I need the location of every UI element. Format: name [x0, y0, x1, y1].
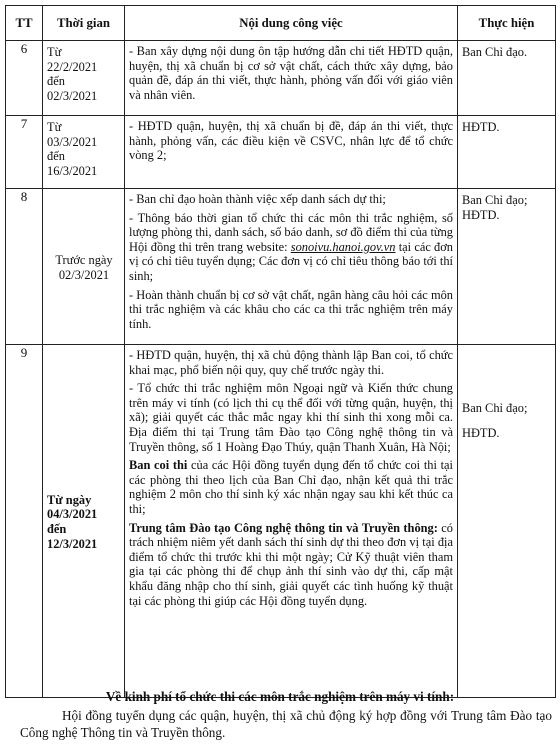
- time-line: đến: [47, 74, 65, 89]
- row-executor: [458, 116, 556, 189]
- time-line: đến: [47, 522, 67, 536]
- executor-line: HĐTD.: [462, 120, 500, 134]
- paragraph-text: có trách nhiệm niêm yết danh sách thí sinh dự thi theo đơn vị tại địa điểm tổ chức thi trước khi thi một ngày; Cử Kỹ thuật viên tham gia tại các phòng thi để chụp ảnh thí sinh vào dự thi, cấp mật khẩu đăng nhập cho thí sinh, giải quyết các tình huống kỹ thuật tại các phòng thi giúp các Hội đồng tuyển dụng.: [129, 520, 453, 608]
- bold-lead: Trung tâm Đào tạo Công nghệ thông tin và Truyền thông:: [129, 520, 438, 535]
- time-line: 16/3/2021: [47, 163, 98, 178]
- time-line: 12/3/2021: [47, 536, 98, 551]
- time-line: Từ: [47, 120, 62, 134]
- time-line: 02/3/2021: [47, 88, 98, 103]
- time-line: Trước ngày: [55, 252, 113, 267]
- executor-line: Ban Chỉ đạo;: [462, 401, 528, 415]
- website-link[interactable]: sonoivu.hanoi.gov.vn: [290, 239, 396, 254]
- row-number: 8: [6, 189, 43, 345]
- content-paragraph: - Tổ chức thi trắc nghiệm môn Ngoại ngữ và Kiến thức chung trên máy vi tính (có lịch thi cụ thể đối với từng quận, huyện, thị xã); giải quyết các thắc mắc ngay khi thí sinh thi xong mỗi ca. Địa điểm thi tại Trung tâm Đào tạo Công nghệ thông tin và Truyền thông, số 1 Hoàng Đạo Thúy, quận Thanh Xuân, Hà Nội;: [129, 381, 453, 454]
- content-paragraph: [129, 211, 453, 284]
- time-line: Từ: [47, 45, 62, 59]
- content-paragraph: [129, 521, 453, 609]
- bold-lead-continued: của các Hội đồng tuyển dụng đến tổ chức coi: [191, 458, 421, 473]
- row-content: [125, 189, 458, 345]
- executor-line: HĐTD.: [462, 425, 500, 440]
- executor-line: Ban Chỉ đạo.: [462, 45, 528, 59]
- content-paragraph: - Hoàn thành chuẩn bị cơ sở vật chất, ngân hàng câu hỏi các môn thi trắc nghiệm và các khâu cho các ca thi trắc nghiệm trên máy tính.: [129, 287, 453, 331]
- row-time: [43, 345, 125, 698]
- content-paragraph: [129, 458, 453, 516]
- row-number: 7: [6, 116, 43, 189]
- table-row: [6, 116, 556, 189]
- header-tt: TT: [6, 6, 43, 41]
- header-content: Nội dung công việc: [125, 6, 458, 41]
- footer-text: Hội đồng tuyển dụng các quận, huyện, thị xã chủ động ký hợp đồng với Trung tâm Đào tạo Công nghệ Thông tin và Truyền thông.: [20, 708, 552, 740]
- time-line: 02/3/2021: [58, 267, 110, 282]
- time-line: 04/3/2021: [47, 507, 98, 522]
- bold-lead: Ban coi thi: [129, 458, 188, 473]
- row-time: [43, 189, 125, 345]
- row-executor: [458, 41, 556, 116]
- row-content: [125, 116, 458, 189]
- paragraph-text: thi tại các phòng thi theo lịch của Ban Chỉ đạo, nhận kết quả thi trắc nghiệm 2 môn cho thí sinh ký xác nhận ngay sau khi kết thúc ca thi;: [129, 458, 453, 516]
- time-line: 22/2/2021: [47, 59, 98, 74]
- announcement-text-continued: tại các đơn vị có chỉ tiêu tuyển dụng; Các đơn vị có chỉ tiêu thông báo tới thí sinh;: [129, 239, 453, 283]
- schedule-table: [5, 5, 556, 698]
- row-content: [125, 345, 458, 698]
- executor-line: HĐTD.: [462, 207, 500, 222]
- content-paragraph: - Ban chỉ đạo hoàn thành việc xếp danh sách dự thi;: [129, 192, 386, 206]
- row-time: [43, 41, 125, 116]
- table-row: [6, 189, 556, 345]
- row-number: 9: [6, 345, 43, 698]
- row-executor: [458, 189, 556, 345]
- time-line: Từ ngày: [47, 492, 92, 507]
- time-line: đến: [47, 149, 65, 164]
- row-content: [125, 41, 458, 116]
- table-row: [6, 345, 556, 698]
- content-paragraph: - HĐTD quận, huyện, thị xã chuẩn bị đề, đáp án thi viết, thực hành, phỏng vấn, các điều kiện về CSVC, nhân lực để tổ chức vòng 2;: [129, 119, 453, 163]
- content-paragraph: - HĐTD quận, huyện, thị xã chủ động thành lập Ban coi, tổ chức khai mạc, phổ biến nội quy, quy chế trước ngày thi.: [129, 348, 453, 377]
- row-executor: [458, 345, 556, 698]
- footer-title: Về kinh phí tổ chức thi các môn trắc nghiệm trên máy vi tính:: [105, 689, 455, 704]
- time-line: 03/3/2021: [47, 134, 98, 149]
- table-header-row: [6, 6, 556, 41]
- executor-line: Ban Chỉ đạo;: [462, 193, 528, 207]
- table-row: [6, 41, 556, 116]
- header-exec: Thực hiện: [458, 6, 556, 41]
- header-time: Thời gian: [43, 6, 125, 41]
- content-paragraph: - Ban xây dựng nội dung ôn tập hướng dẫn chi tiết HĐTD quận, huyện, thị xã chuẩn bị cơ sở vật chất, cách thức xây dựng, bảo quản đề, đáp án thi viết, thực hành, phỏng vấn đối với giáo viên và nhân viên.: [129, 44, 453, 102]
- spacer: [462, 416, 552, 426]
- row-number: 6: [6, 41, 43, 116]
- announcement-text: - Thông báo thời gian tổ chức thi các môn thi trắc nghiệm, số lượng phòng thi, danh sách, số báo danh, sơ đồ điểm thi của từng Hội đồng thi trên trang website:: [129, 210, 453, 254]
- row-time: [43, 116, 125, 189]
